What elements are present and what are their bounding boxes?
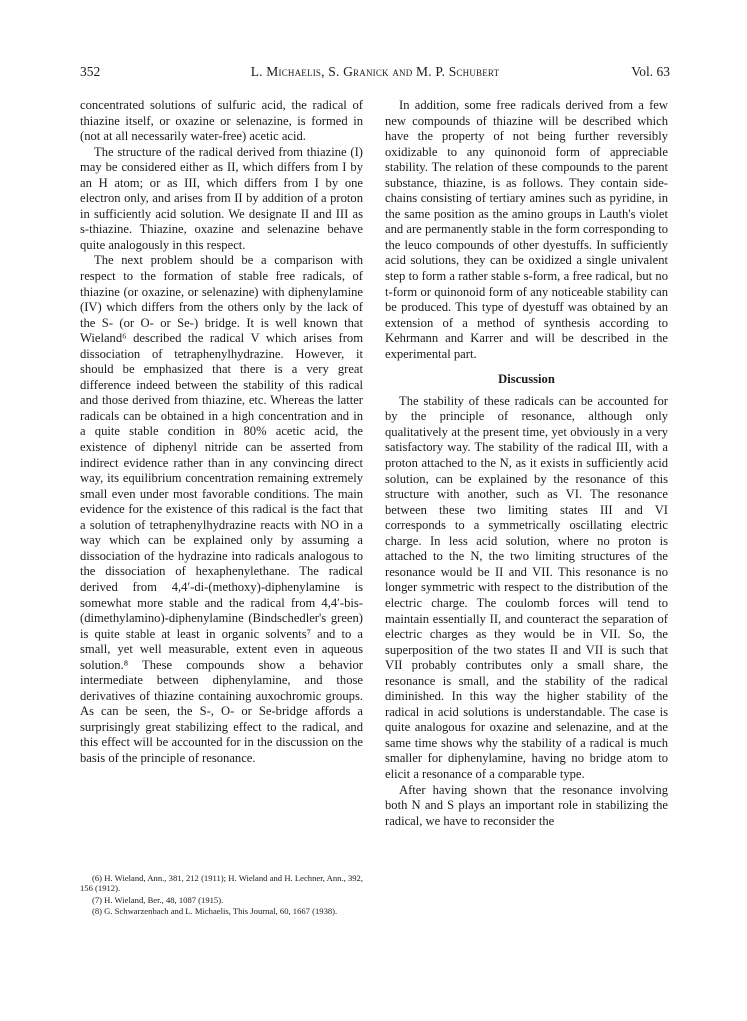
paragraph: The stability of these radicals can be accounted for by the principle of resonance, although only qualitatively at the present time, yet obviously in a very satisfactory way. The stability of the radical III, with a proton attached to the N, as it exists in sufficiently acid solution, can be explained by the resonance of this structure with another, such as VI. The resonance between these two limiting states III and VI corresponds to a symmetrically oscillating electric charge. In less acid solution, where no proton is attached to the N, the two limiting structures of the resonance would be II and VII. This resonance is no longer symmetric with respect to the distribution of the electric charge. The coulomb forces will tend to maintain essentially II, and counteract the separation of electric charges as they would be in VII. So, the superposition of the two states II and VII is such that VII probably contributes only a small share, the resonance is small, and the stability of the radical diminished. In this way the higher stability of the radical in acid solutions is understandable. The case is quite analogous for oxazine and selenazine, and at the same time shows why the stability of a radical is much smaller for diphenylamine, having no bridge atom to elicit a resonance of a comparable type. bbox=[385, 393, 668, 781]
paragraph: After having shown that the resonance involving both N and S plays an important role in stabilizing the radical, we have to reconsider the bbox=[385, 782, 668, 828]
running-header bbox=[80, 64, 670, 84]
paragraph: In addition, some free radicals derived from a few new compounds of thiazine will be described which have the property of not being further reversibly oxidizable to any quinonoid form of appreciable stability. The relation of these compounds to the parent substance, thiazine, is as follows. They contain side-chains consisting of tertiary amines such as pyridine, in the same position as the amino groups in Lauth's violet and are permanently stable in the form corresponding to the leuco compounds of other dyestuffs. In sufficiently acid solutions, they can be oxidized a single univalent step to form a rather stable s-form, a free radical, but no t-form or quinonoid form of any noticeable stability can be produced. This type of dyestuff was obtained by an extension of a method of synthesis according to Kehrmann and Karrer and will be described in the experimental part. bbox=[385, 98, 668, 361]
paragraph: The structure of the radical derived from thiazine (I) may be considered either as II, which differs from I by an H atom; or as III, which differs from I by one electron only, and arises from II by addition of a proton in sufficiently acid solution. We designate II and III as s-thiazine. Thiazine, oxazine and selenazine behave quite analogously in this respect. bbox=[80, 144, 363, 252]
paragraph: The next problem should be a comparison with respect to the formation of stable free radicals, of thiazine (or oxazine, or selenazine) with diphenylamine (IV) which differs from the others only by the lack of the S- (or O- or Se-) bridge. It is well known that Wieland⁶ described the radical V which arises from dissociation of tetraphenylhydrazine. However, it should be emphasized that there is a very great difference indeed between the stability of this radical and those derived from thiazine, etc. Whereas the latter radicals can be obtained in a high concentration and in a quite stable condition in 80% acetic acid, the existence of diphenyl nitride can be asserted from indirect evidence rather than in any convincing direct way, its equilibrium concentration remaining extremely small even under most favorable conditions. The main evidence for the existence of this radical is the fact that a solution of tetraphenylhydrazine reacts with NO in a way which can be explained only by assuming a dissociation of the hydrazine into radicals analogous to the dissociation of hexaphenylethane. The radical derived from 4,4′-di-(methoxy)-diphenylamine is somewhat more stable and the radical from 4,4′-bis-(dimethylamino)-diphenylamine (Bindschedler's green) is quite stable at least in organic solvents⁷ and to a small, yet well measurable, extent even in aqueous solution.⁸ These compounds show a behavior intermediate between diphenylamine, and those derivatives of thiazine containing auxochromic groups. As can be seen, the S-, O- or Se-bridge affords a surprisingly great stabilizing effect to the radical, and this effect will be accounted for in the discussion on the basis of the principle of resonance. bbox=[80, 253, 363, 765]
left-column bbox=[80, 98, 363, 767]
paragraph: concentrated solutions of sulfuric acid, the radical of thiazine itself, or oxazine or selenazine, is formed in (not at all necessarily water-free) acetic acid. bbox=[80, 98, 363, 144]
right-column bbox=[385, 98, 668, 829]
section-heading: Discussion bbox=[498, 372, 555, 387]
footnote: (7) H. Wieland, Ber., 48, 1087 (1915). bbox=[92, 894, 224, 905]
footnote: (6) H. Wieland, Ann., 381, 212 (1911); H. Wieland and H. Lechner, Ann., 392, 156 (1912). bbox=[80, 873, 363, 894]
page-number: 352 bbox=[80, 64, 101, 79]
footnotes bbox=[80, 873, 363, 917]
footnote: (8) G. Schwarzenbach and L. Michaelis, This Journal, 60, 1667 (1938). bbox=[92, 906, 338, 917]
volume-label: Vol. 63 bbox=[631, 64, 670, 79]
running-title: L. Michaelis, S. Granick and M. P. Schubert bbox=[250, 64, 500, 79]
